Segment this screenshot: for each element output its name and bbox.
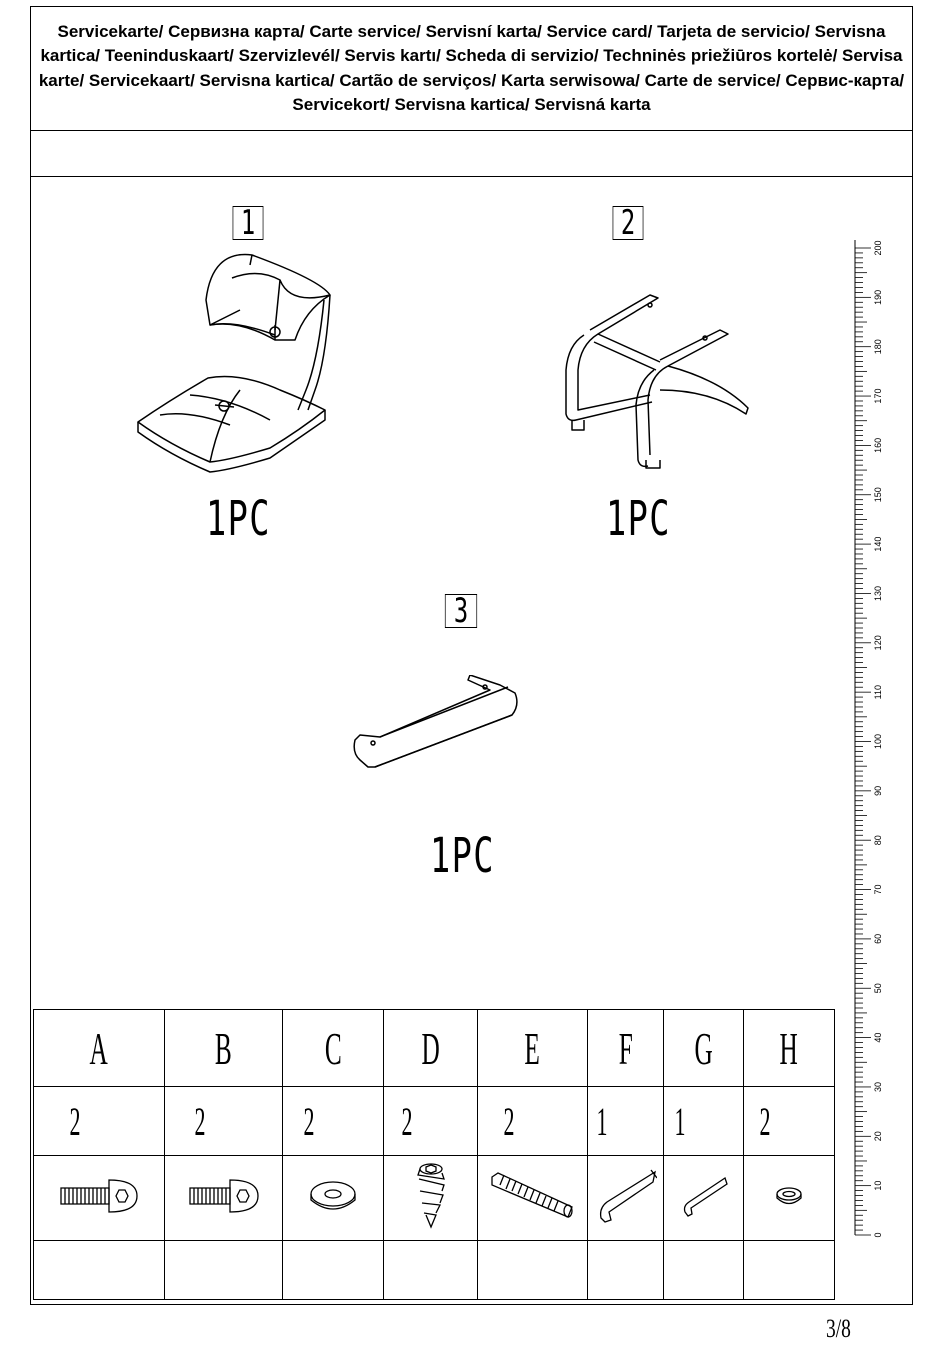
- ruler-label: 110: [873, 684, 883, 700]
- hardware-letter: C: [283, 1010, 384, 1087]
- hardware-letter: G: [664, 1010, 744, 1087]
- ruler-label: 40: [873, 1032, 883, 1043]
- ruler-label: 50: [873, 983, 883, 994]
- hardware-count: 2: [34, 1087, 165, 1156]
- ruler-label: 0: [873, 1232, 883, 1238]
- hardware-count: 2: [478, 1087, 588, 1156]
- hardware-image-cell: [588, 1156, 664, 1241]
- hardware-image-cell: [34, 1156, 165, 1241]
- hardware-image-cell: [664, 1156, 744, 1241]
- washer-icon: [308, 1178, 358, 1214]
- hardware-count: 2: [283, 1087, 384, 1156]
- ruler-label: 100: [873, 733, 883, 750]
- ruler-label: 20: [873, 1131, 883, 1142]
- dowel-icon: [488, 1171, 578, 1221]
- hardware-blank-row: [34, 1241, 835, 1300]
- allen-key-small-icon: [679, 1174, 729, 1218]
- page-number: 3/8: [826, 1314, 851, 1343]
- ruler-label: 200: [873, 240, 883, 256]
- hardware-blank-cell: [478, 1241, 588, 1300]
- ruler-label: 10: [873, 1180, 883, 1191]
- hardware-image-cell: [165, 1156, 283, 1241]
- hardware-count-row: [34, 1087, 835, 1156]
- ruler-label: 160: [873, 437, 883, 453]
- hardware-image-row: [34, 1156, 835, 1241]
- ruler-label: 70: [873, 884, 883, 895]
- hardware-blank-cell: [165, 1241, 283, 1300]
- hardware-image-cell: [744, 1156, 835, 1241]
- hardware-count: 1: [664, 1087, 744, 1156]
- hardware-image-cell: [384, 1156, 478, 1241]
- part-1-quantity: 1PC: [206, 491, 271, 547]
- ruler-label: 170: [873, 388, 883, 404]
- hardware-blank-cell: [588, 1241, 664, 1300]
- crossbar-icon: [350, 675, 525, 775]
- hardware-count: 1: [588, 1087, 664, 1156]
- hardware-letter: B: [165, 1010, 283, 1087]
- page-title: Servicekarte/ Сервизна карта/ Carte service/ Servisní karta/ Service card/ Tarjeta de servicio/ Servisna kartica/ Teeninduskaart/ Szervizlevél/ Servis kartı/ Scheda di servizio/ Techninės priežiūros kortelė/ Servisa karte/ Servicekaart/ Servisna kartica/ Cartão de serviços/ Karta serwisowa/ Carte de service/ Сервис-карта/ Servicekort/ Servisna kartica/ Servisná karta: [31, 7, 912, 131]
- hardware-blank-cell: [664, 1241, 744, 1300]
- hardware-letter: D: [384, 1010, 478, 1087]
- chair-seat-icon: [130, 250, 340, 475]
- hardware-letter: A: [34, 1010, 165, 1087]
- blank-header-row: [31, 131, 912, 177]
- hardware-count: 2: [165, 1087, 283, 1156]
- ruler-label: 140: [873, 536, 883, 552]
- ruler-label: 150: [873, 487, 883, 503]
- hardware-blank-cell: [744, 1241, 835, 1300]
- ruler-label: 30: [873, 1081, 883, 1092]
- bolt-icon: [59, 1176, 139, 1216]
- hardware-letter: F: [588, 1010, 664, 1087]
- ruler-label: 130: [873, 585, 883, 601]
- ruler-label: 80: [873, 835, 883, 846]
- part-2-quantity: 1PC: [606, 491, 671, 547]
- ruler-label: 90: [873, 785, 883, 796]
- allen-key-large-icon: [595, 1168, 657, 1224]
- ruler-label: 190: [873, 289, 883, 305]
- hardware-count: 2: [384, 1087, 478, 1156]
- part-3-number: 3: [445, 594, 477, 628]
- ruler-label: 60: [873, 933, 883, 944]
- hardware-blank-cell: [34, 1241, 165, 1300]
- hardware-blank-cell: [283, 1241, 384, 1300]
- hardware-table: [33, 1009, 835, 1300]
- ruler-label: 180: [873, 339, 883, 355]
- insert-nut-icon: [416, 1161, 446, 1231]
- hardware-image-cell: [283, 1156, 384, 1241]
- ruler-label: 120: [873, 635, 883, 651]
- chair-frame-icon: [550, 290, 760, 470]
- hardware-count: 2: [744, 1087, 835, 1156]
- bolt-icon: [188, 1176, 260, 1216]
- hardware-letter-row: [34, 1010, 835, 1087]
- part-2-number: 2: [613, 206, 644, 240]
- hardware-letter: E: [478, 1010, 588, 1087]
- part-3-quantity: 1PC: [430, 828, 495, 884]
- hardware-letter: H: [744, 1010, 835, 1087]
- hardware-blank-cell: [384, 1241, 478, 1300]
- hardware-image-cell: [478, 1156, 588, 1241]
- measuring-ruler: [850, 240, 890, 1240]
- spring-washer-icon: [774, 1185, 804, 1207]
- part-1-number: 1: [233, 206, 264, 240]
